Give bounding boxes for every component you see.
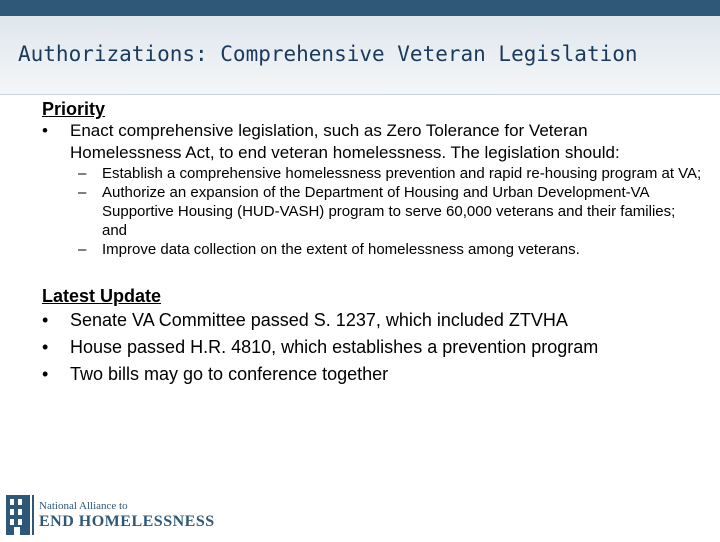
sub-bullet — [78, 240, 702, 259]
priority-bullet-text: Enact comprehensive legislation, such as Zero Tolerance for Veteran Homelessness Act, to end veteran homelessness. The legislation should: — [70, 121, 620, 162]
update-heading: Latest Update — [42, 286, 162, 306]
sub-bullet — [78, 164, 702, 183]
dash-icon: – — [78, 165, 87, 182]
update-section — [42, 285, 702, 388]
bullet-icon: • — [42, 364, 49, 384]
logo-line2: END HOMELESSNESS — [39, 513, 215, 530]
priority-bullet — [42, 120, 702, 259]
priority-section — [42, 98, 702, 259]
title-bar — [0, 16, 720, 95]
sub-bullet-text: Authorize an expansion of the Department of Housing and Urban Development-VA Supportive Housing (HUD-VASH) program to serve 60,000 veterans and their families; and — [102, 184, 676, 239]
priority-sublist — [78, 164, 702, 259]
bullet-icon: • — [42, 310, 49, 330]
update-bullet — [42, 307, 702, 334]
top-banner — [0, 0, 720, 16]
sub-bullet-text: Improve data collection on the extent of homelessness among veterans. — [102, 241, 580, 258]
bullet-icon: • — [42, 337, 49, 357]
logo-line1: National Alliance to — [39, 500, 128, 512]
dash-icon: – — [78, 241, 87, 258]
sub-bullet — [78, 183, 702, 240]
logo-text — [39, 500, 215, 531]
update-bullet-text: Two bills may go to conference together — [70, 364, 389, 384]
organization-logo — [5, 493, 215, 537]
slide-content — [42, 98, 702, 388]
slide-title: Authorizations: Comprehensive Veteran Legislation — [18, 42, 638, 66]
update-list — [42, 307, 702, 388]
update-bullet — [42, 334, 702, 361]
building-icon — [5, 493, 35, 537]
dash-icon: – — [78, 184, 87, 201]
sub-bullet-text: Establish a comprehensive homelessness prevention and rapid re-housing program at VA; — [102, 165, 702, 182]
priority-heading: Priority — [42, 99, 106, 119]
update-bullet-text: House passed H.R. 4810, which establishes a prevention program — [70, 337, 599, 357]
bullet-icon: • — [42, 121, 48, 140]
update-bullet — [42, 361, 702, 388]
update-bullet-text: Senate VA Committee passed S. 1237, which included ZTVHA — [70, 310, 568, 330]
priority-list — [42, 120, 702, 259]
